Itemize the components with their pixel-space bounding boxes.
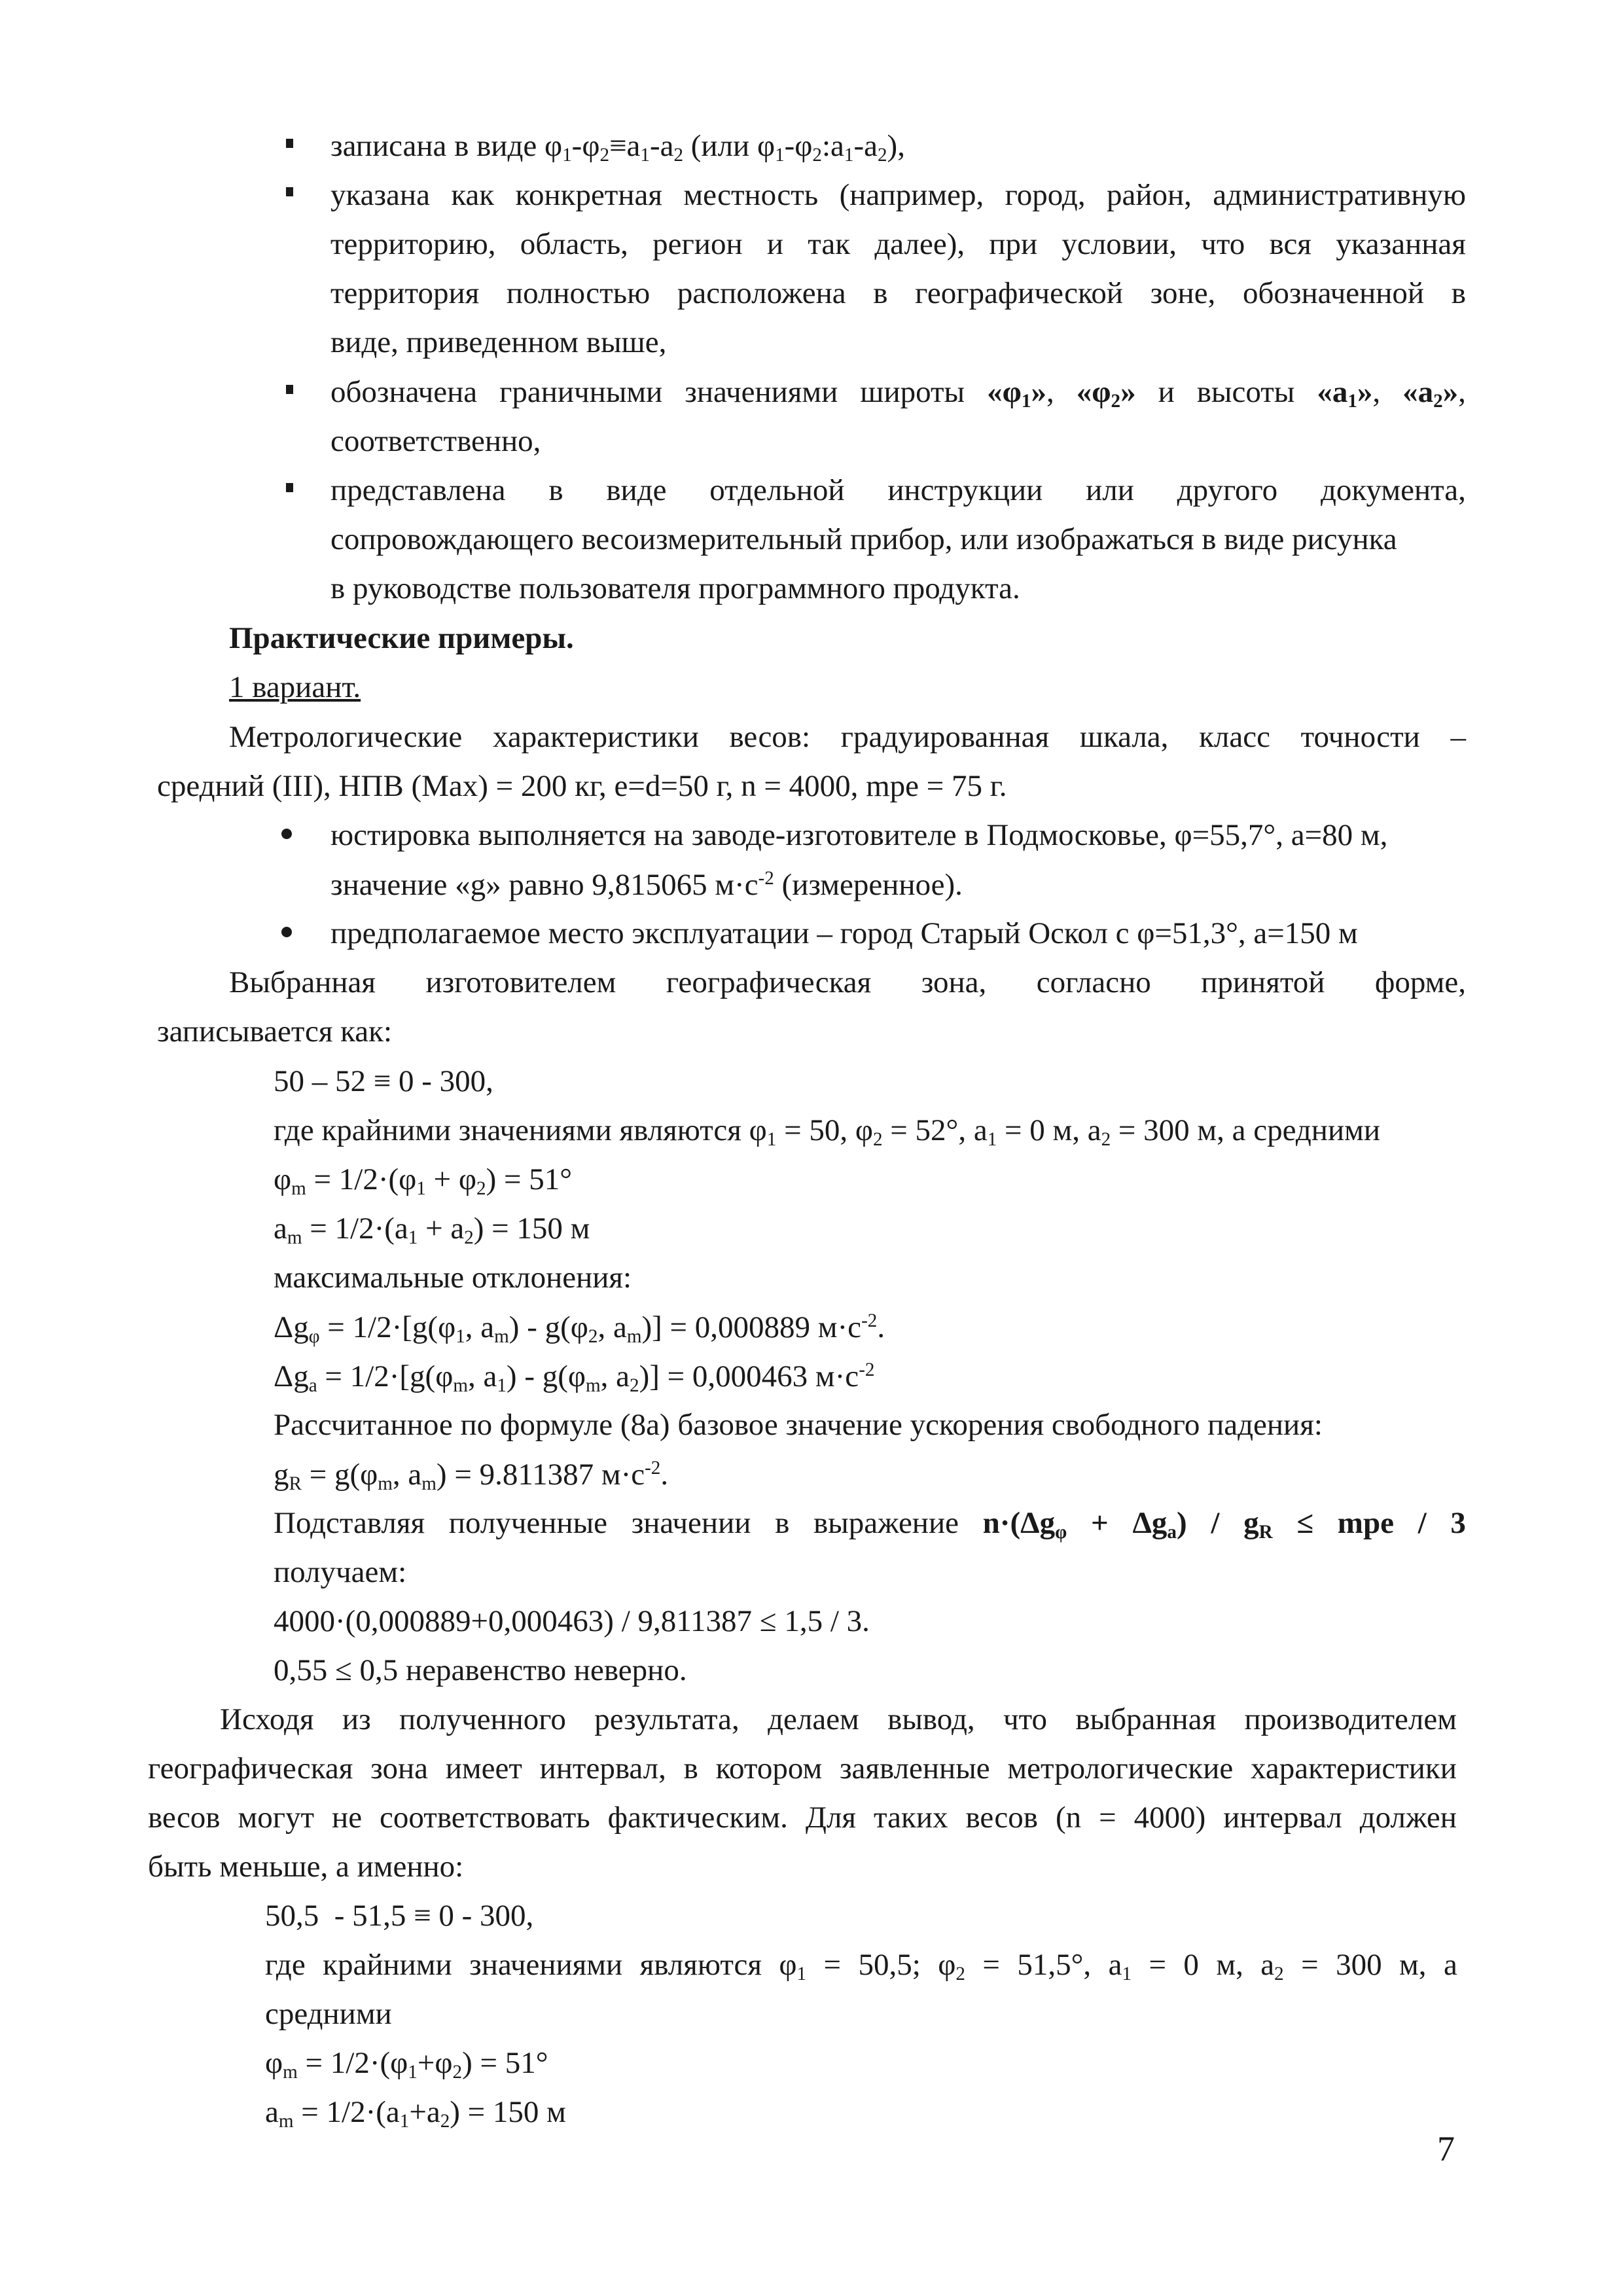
bullet-4-line-3: в руководстве пользователя программного продукта. xyxy=(330,571,1020,605)
bullet-dot-marker xyxy=(281,927,292,937)
calc2-phi-m: $\varphi_m = 1/2\cdot(\varphi_1+\varphi_2) = 51^\circ$ xyxy=(265,2046,548,2083)
section-heading: Практические примеры. xyxy=(229,621,574,655)
conclusion-line-1: Исходя из полученного результата, делаем вывод, что выбранная производителем xyxy=(220,1702,1457,1736)
conclusion-line-3: весов могут не соответствовать фактическим. Для таких весов (n = 4000) интервал должен xyxy=(148,1801,1457,1835)
calc1-delta-g-a: $\Delta g_a = 1/2\cdot[g(\varphi_m$, $a_1) - g(\varphi_m$, $a_2)] = 0,000463$ $м\cdot с^{-2}$ xyxy=(274,1359,875,1397)
calc1-phi-m: $\varphi_m = 1/2\cdot(\varphi_1 + \varphi_2) = 51^\circ$ xyxy=(274,1162,573,1200)
bullet-2-line-3: территория полностью расположена в географической зоне, обозначенной в xyxy=(330,276,1466,310)
bullet-marker xyxy=(286,187,293,196)
bullet-dot-marker xyxy=(281,829,292,839)
calc1-zone: 50 – 52 ≡ 0 - 300, xyxy=(274,1064,493,1098)
bullet-marker xyxy=(286,483,293,492)
bullet-2-line-4: виде, приведенном выше, xyxy=(330,325,667,359)
calc1-delta-g-phi: $\Delta g_\varphi = 1/2\cdot[g(\varphi_1$, $a_m) - g(\varphi_2$, $a_m)] = 0,000889$ $м\cdot с^{-2}$. xyxy=(274,1310,885,1348)
zone-intro-line-1: Выбранная изготовителем географическая зона, согласно принятой форме, xyxy=(229,965,1466,999)
zone-intro-line-2: записывается как: xyxy=(157,1014,393,1049)
calc1-substitute-line-2: получаем: xyxy=(274,1555,407,1589)
calc1-inequality: 4000·(0,000889+0,000463) / 9,811387 ≤ 1,5 / 3. xyxy=(274,1604,870,1638)
bullet-2-line-2: территорию, область, регион и так далее), при условии, что вся указанная xyxy=(330,227,1466,261)
conclusion-line-2: географическая зона имеет интервал, в котором заявленные метрологические характеристики xyxy=(148,1751,1457,1785)
calc2-extremes-line-1: где крайними значениями являются $\varphi_1$ = 50,5; $\varphi_2$ = 51,5°, $a_1$ = 0 м, $a_2$ = 300 м, а xyxy=(265,1948,1457,1985)
characteristics-line-2: средний (III), НПВ (Max) = 200 кг, e=d=50 г, n = 4000, mpe = 75 г. xyxy=(157,769,1007,803)
calc1-g-r: $g_R = g(\varphi_m$, $a_m) = 9.811387$ $м\cdot с^{-2}$. xyxy=(274,1458,669,1495)
calc1-result: 0,55 ≤ 0,5 неравенство неверно. xyxy=(274,1653,687,1687)
calc2-zone: 50,5 - 51,5 ≡ 0 - 300, xyxy=(265,1899,534,1933)
page-number: 7 xyxy=(1437,2129,1455,2168)
conclusion-line-4: быть меньше, а именно: xyxy=(148,1850,464,1884)
bullet-4-line-2: сопровождающего весоизмерительный прибор, или изображаться в виде рисунка xyxy=(330,522,1397,556)
bullet-1: записана в виде $\varphi_1-\varphi_2\equiv a_1-a_2$ (или $\varphi_1-\varphi_2:a_1-a_2$), xyxy=(330,129,905,166)
dot-item-1-line-2: значение «g» равно 9,815065 $м\cdot с^{-2}$ (измеренное). xyxy=(330,868,963,903)
dot-item-1-line-1: юстировка выполняется на заводе-изготовителе в Подмосковье, φ=55,7°, a=80 м, xyxy=(330,818,1388,852)
bullet-3-line-2: соответственно, xyxy=(330,424,541,458)
bullet-marker xyxy=(286,139,293,148)
calc1-a-m: $a_m = 1/2\cdot(a_1 + a_2) = 150$ м xyxy=(274,1211,590,1249)
calc1-extremes: где крайними значениями являются $\varphi_1 = 50$, $\varphi_2 = 52^\circ$, $a_1 = 0$ м, $a_2 = 300$ м, а средними xyxy=(274,1113,1380,1151)
calc1-max-dev-label: максимальные отклонения: xyxy=(274,1261,632,1295)
bullet-2-line-1: указана как конкретная местность (например, город, район, административную xyxy=(330,178,1466,212)
calc2-a-m: $a_m = 1/2\cdot(a_1+a_2) = 150$ м xyxy=(265,2095,566,2132)
calc2-extremes-line-2: средними xyxy=(265,1997,392,2031)
calc1-substitute-line-1: Подставляя полученные значении в выражение $n\cdot(\Delta g_\varphi$ + $\Delta g_a$) / $g_R$ ≤ mpe / 3 xyxy=(274,1506,1466,1543)
characteristics-line-1: Метрологические характеристики весов: градуированная шкала, класс точности – xyxy=(229,720,1466,754)
calc1-base-value-text: Рассчитанное по формуле (8а) базовое значение ускорения свободного падения: xyxy=(274,1408,1323,1442)
variant-label: 1 вариант. xyxy=(229,670,361,704)
bullet-marker xyxy=(286,385,293,394)
bullet-3-line-1: обозначена граничными значениями широты «$\varphi_1$», «$\varphi_2$» и высоты «$a_1$», «$a_2$», xyxy=(330,375,1466,412)
dot-item-2: предполагаемое место эксплуатации – город Старый Оскол с φ=51,3°, a=150 м xyxy=(330,916,1358,950)
bullet-4-line-1: представлена в виде отдельной инструкции или другого документа, xyxy=(330,473,1466,507)
